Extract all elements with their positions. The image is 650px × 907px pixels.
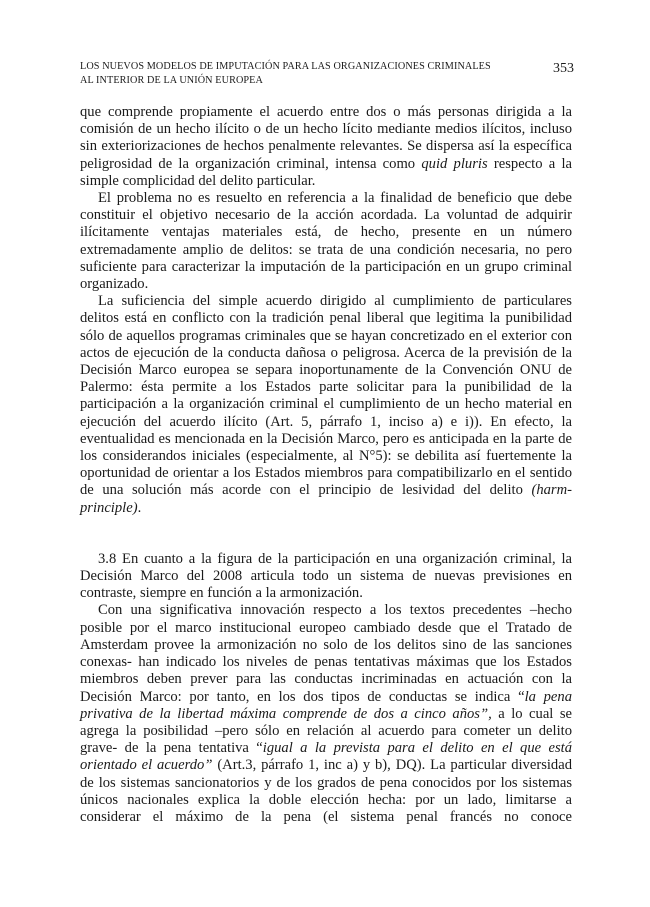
paragraph-1: que comprende propiamente el acuerdo entre dos o más personas dirigida a la comisión de un hecho ilícito o de un hecho lícito mediante medios ilícitos, incluso sin exteriorizaciones de hechos penalmente relevantes. Se dispersa así la específica peligrosidad de la organización criminal, intensa como quid pluris respecto a la simple complicidad del delito particular.: [80, 104, 573, 189]
body-text: [80, 104, 572, 826]
paragraph-2: El problema no es resuelto en referencia a la finalidad de beneficio que debe constituir el objetivo necesario de la acción acordada. La voluntad de adquirir ilícitamente ventajas materiales está, de hecho, presente en un número extremadamente amplio de delitos: se trata de una condición necesaria, no pero suficiente para caracterizar la imputación de la participación en un grupo criminal organizado.: [80, 190, 572, 293]
paragraph-5: Con una significativa innovación respecto a los textos precedentes –hecho posible por el marco institucional europeo cambiado desde que el Tratado de Amsterdam provee la armonización no solo de los delitos sino de las sanciones conexas- han indicado los niveles de penas tentativas máximas que los Estados miembros deben prever para las conductas incriminadas en actuación con la Decisión Marco: por tanto, en los dos tipos de conductas se indica “la pena privativa de la libertad máxima comprende de dos a cinco años”, a lo cual se agrega la posibilidad –pero sólo en relación al acuerdo para cometer un delito grave- de la pena tentativa “igual a la prevista para el delito en el que está orientado el acuerdo” (Art.3, párrafo 1, inc a) y b), DQ). La particular diversidad de los sistemas sancionatorios y de los grados de pena conocidos por los sistemas únicos nacionales explica la doble elección hecha: por un lado, limitarse a considerar el máximo de la pena (el sistema penal francés no conoce: [80, 602, 572, 825]
running-header: [80, 60, 572, 88]
paragraph-section-3-8: 3.8 En cuanto a la figura de la participación en una organización criminal, la Decisión Marco del 2008 articula todo un sistema de nuevas previsiones en contraste, siempre en función a la armonización.: [80, 550, 572, 602]
italic-quote-2: igual a la prevista para el delito en el que está orientado el acuerdo”: [80, 740, 572, 774]
italic-quote-1: la pena privativa de la libertad máxima comprende de dos a cinco años”,: [80, 688, 572, 722]
paragraph-3: La suficiencia del simple acuerdo dirigido al cumplimiento de particulares delitos está en conflicto con la tradición penal liberal que legitima la punibilidad sólo de aquellos programas criminales que se hayan concretizado en el exterior con actos de ejecución de la conducta dañosa o peligrosa. Acerca de la previsión de la Decisión Marco europea se separa inoportunamente de la Convención ONU de Palermo: ésta permite a los Estados parte solicitar para la punibilidad de la participación a la organización criminal el cumplimiento de un hecho material en ejecución del acuerdo ilícito (Art. 5, párrafo 1, inciso a) e i)). En efecto, la eventualidad es mencionada en la Decisión Marco, pero es anticipada en la parte de los considerandos iniciales (especialmente, al N°5): se debilita así fuertemente la oportunidad de orientar a los Estados miembros para compatibilizarlo en el sentido de una solución más acorde con el principio de lesividad del delito (harm-principle).: [80, 293, 572, 516]
page-number: 353: [553, 61, 574, 76]
italic-term: (harm-principle): [80, 482, 572, 516]
running-title-line-2: AL INTERIOR DE LA UNIÓN EUROPEA: [80, 75, 263, 86]
italic-term: quid pluris: [421, 155, 488, 172]
running-title-line-1: LOS NUEVOS MODELOS DE IMPUTACIÓN PARA LAS ORGANIZACIONES CRIMINALES: [80, 61, 491, 72]
